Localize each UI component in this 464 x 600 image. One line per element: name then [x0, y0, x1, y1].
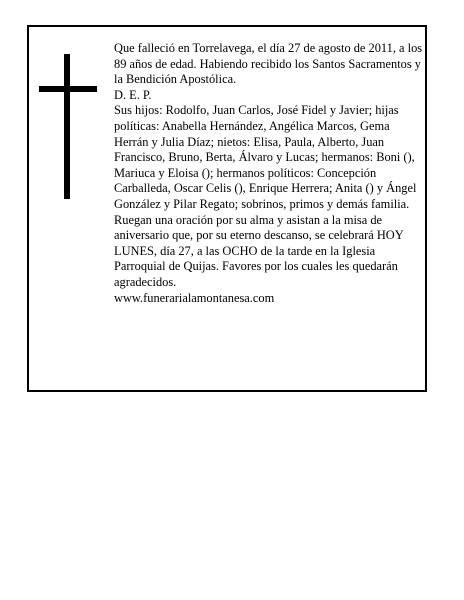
notice-family: Sus hijos: Rodolfo, Juan Carlos, José Fidel y Javier; hijas políticas: Anabella Hernández, Angélica Marcos, Gema Herrán y Julia Díaz; nietos: Elisa, Paula, Alberto, Juan Francisco, Bruno, Berta, Álvaro y Lucas; hermanos: Boni (), Mariuca y Eloisa (); hermanos políticos: Concepción Carballeda, Oscar Celis (), Enrique Herrera; Anita () y Ángel González y Pilar Regato; sobrinos, primos y demás familia.: [114, 103, 417, 211]
cross-vertical-bar: [64, 54, 70, 199]
notice-mass: Ruegan una oración por su alma y asistan a la misa de aniversario que, por su eterno descanso, se celebrará HOY LUNES, día 27, a las OCHO de la tarde en la Iglesia Parroquial de Quijas. Favores por los cuales les quedarán agradecidos.: [114, 212, 404, 289]
cross-horizontal-bar: [39, 86, 97, 92]
notice-body: [114, 41, 424, 306]
notice-intro: Que falleció en Torrelavega, el día 27 de agosto de 2011, a los 89 años de edad. Habiendo recibido los Santos Sacramentos y la Bendición Apostólica.: [114, 41, 423, 87]
obituary-notice: [27, 25, 427, 392]
cross-icon: [39, 54, 97, 199]
notice-website[interactable]: www.funerarialamontanesa.com: [114, 290, 275, 305]
notice-rip: D. E. P.: [114, 87, 152, 102]
